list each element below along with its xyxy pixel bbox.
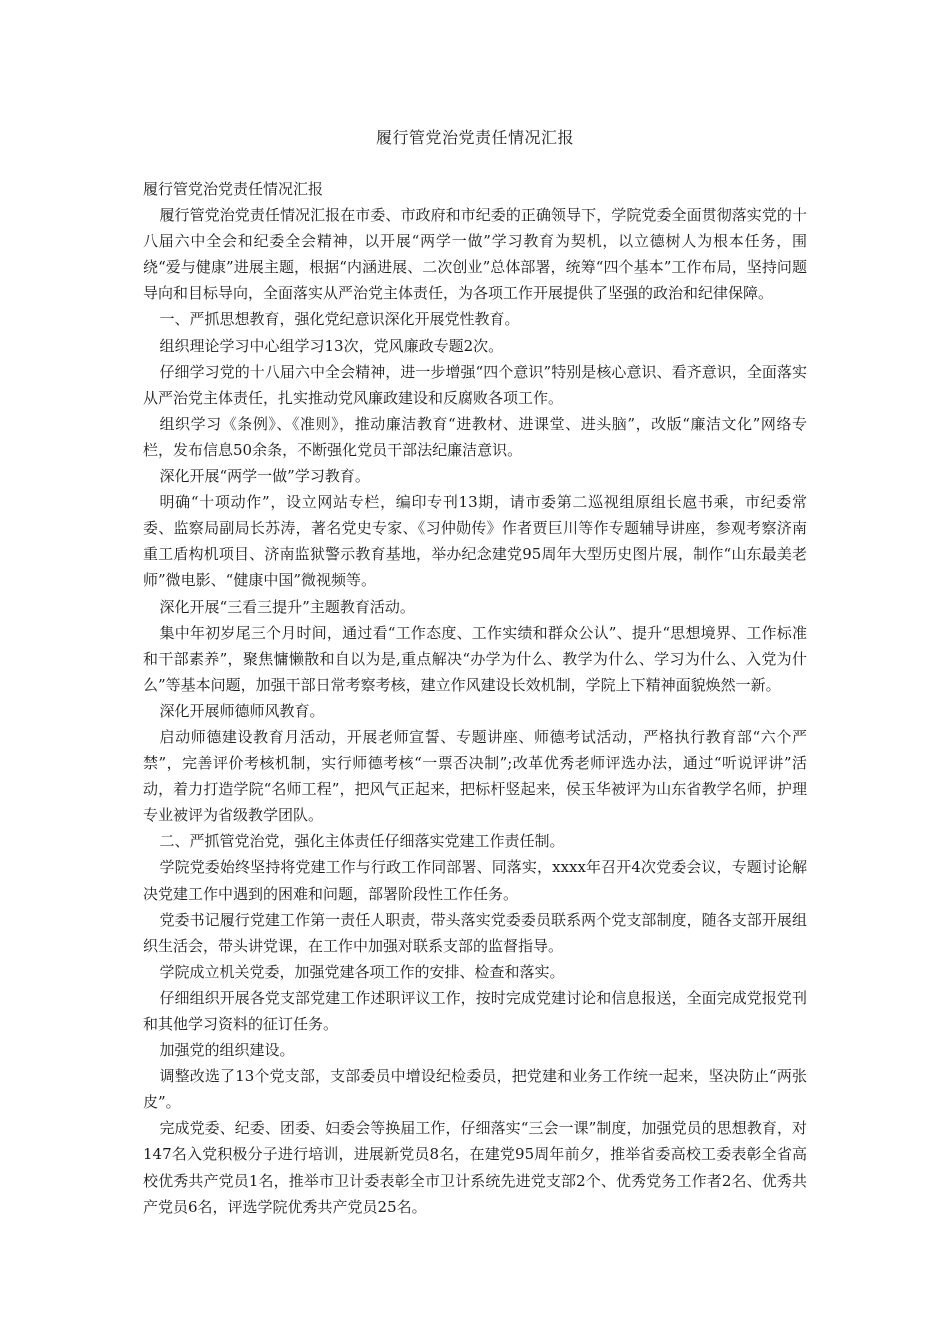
section-heading: 一、严抓思想教育，强化党纪意识深化开展党性教育。 xyxy=(159,310,520,329)
paragraph: 启动师德建设教育月活动，开展老师宣誓、专题讲座、师德考试活动，严格执行教育部“六个严禁”，完善评价考核机制，实行师德考核“一票否决制”;改革优秀老师评选办法，通过“听说评讲”活动，着力打造学院“名师工程”，把风气正起来，把标杆竖起来，侯玉华被评为山东省教学名师，护理专业被评为省级教学团队。 xyxy=(143,727,807,825)
subheading: 加强党的组织建设。 xyxy=(159,1041,295,1060)
paragraph: 调整改选了13个党支部，支部委员中增设纪检委员，把党建和业务工作统一起来，坚决防止“两张皮”。 xyxy=(143,1067,807,1112)
section-heading: 二、严抓管党治党，强化主体责任仔细落实党建工作责任制。 xyxy=(159,832,565,851)
paragraph: 仔细组织开展各党支部党建工作述职评议工作，按时完成党建讨论和信息报送，全面完成党报党刊和其他学习资料的征订任务。 xyxy=(143,988,807,1033)
paragraph: 履行管党治党责任情况汇报在市委、市政府和市纪委的正确领导下，学院党委全面贯彻落实党的十八届六中全会和纪委全会精神，以开展“两学一做”学习教育为契机，以立德树人为根本任务，围绕“爱与健康”进展主题，根据“内涵进展、二次创业”总体部署，统筹“四个基本”工作布局，坚持问题导向和目标导向，全面落实从严治党主体责任，为各项工作开展提供了坚强的政治和纪律保障。 xyxy=(143,206,807,303)
paragraph: 组织理论学习中心组学习13次，党风廉政专题2次。 xyxy=(159,336,504,355)
paragraph: 履行管党治党责任情况汇报 xyxy=(143,180,324,198)
document-title: 履行管党治党责任情况汇报 xyxy=(375,128,574,147)
paragraph: 学院党委始终坚持将党建工作与行政工作同部署、同落实，xxxx年召开4次党委会议，专题讨论解决党建工作中遇到的困难和问题，部署阶段性工作任务。 xyxy=(143,858,807,903)
paragraph: 明确“十项动作”，设立网站专栏，编印专刊13期，请市委第二巡视组原组长扈书乘，市纪委常委、监察局副局长苏涛，著名党史专家、《习仲勋传》作者贾巨川等作专题辅导讲座，参观考察济南重工盾构机项目、济南监狱警示教育基地，举办纪念建党95周年大型历史图片展，制作“山东最美老师”微电影、“健康中国”微视频等。 xyxy=(143,493,807,590)
paragraph: 组织学习《条例》、《准则》，推动廉洁教育“进教材、进课堂、进头脑”，改版“廉洁文化”网络专栏，发布信息50余条，不断强化党员干部法纪廉洁意识。 xyxy=(143,414,807,459)
paragraph: 集中年初岁尾三个月时间，通过看“工作态度、工作实绩和群众公认”、提升“思想境界、工作标准和干部素养”，聚焦慵懒散和自以为是,重点解决“办学为什么、教学为什么、学习为什么、入党为什么”等基本问题，加强干部日常考察考核，建立作风建设长效机制，学院上下精神面貌焕然一新。 xyxy=(143,623,807,694)
subheading: 深化开展师德师风教育。 xyxy=(159,701,325,720)
document-body xyxy=(143,176,807,1220)
paragraph: 党委书记履行党建工作第一责任人职责，带头落实党委委员联系两个党支部制度，随各支部开展组织生活会，带头讲党课，在工作中加强对联系支部的监督指导。 xyxy=(143,910,807,955)
subheading: 深化开展“三看三提升”主题教育活动。 xyxy=(159,597,415,616)
subheading: 深化开展“两学一做”学习教育。 xyxy=(159,467,370,486)
paragraph: 完成党委、纪委、团委、妇委会等换届工作，仔细落实“三会一课”制度，加强党员的思想教育，对147名入党积极分子进行培训，进展新党员8名，在建党95周年前夕，推举省委高校工委表彰全省高校优秀共产党员1名，推举市卫计委表彰全市卫计系统先进党支部2个、优秀党务工作者2名、优秀共产党员6名，评选学院优秀共产党员25名。 xyxy=(143,1119,807,1216)
paragraph: 学院成立机关党委，加强党建各项工作的安排、检查和落实。 xyxy=(159,962,565,981)
paragraph: 仔细学习党的十八届六中全会精神，进一步增强“四个意识”特别是核心意识、看齐意识，全面落实从严治党主体责任，扎实推动党风廉政建设和反腐败各项工作。 xyxy=(143,362,807,407)
